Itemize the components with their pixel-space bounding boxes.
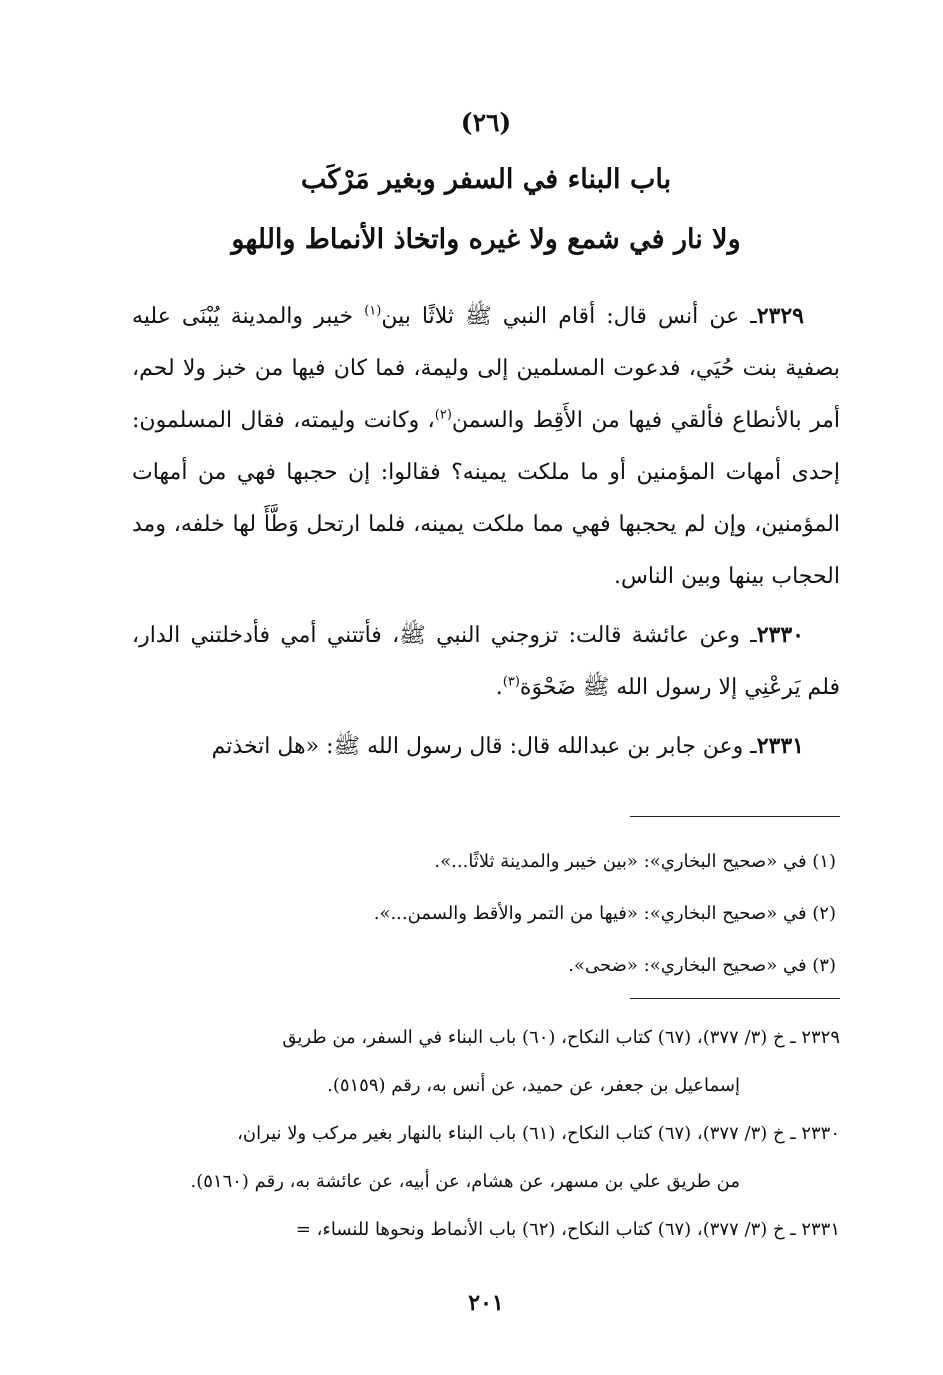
hadith-number: ٢٣٣٠ <box>756 622 804 648</box>
reference-2329-line-2: إسماعيل بن جعفر، عن حميد، عن أنس به، رقم (٥١٥٩). <box>327 1075 740 1096</box>
references <box>132 1014 840 1254</box>
footnote-divider <box>630 816 840 817</box>
chapter-number: (٢٦) <box>460 108 512 137</box>
hadith-text: . <box>495 675 503 700</box>
chapter-title-line-2: ولا نار في شمع ولا غيره واتخاذ الأنماط واللهو <box>231 224 741 255</box>
hadith-number: ٢٣٢٩ <box>756 303 804 329</box>
hadith-text: خيبر والمدينة يُبْنَى عليه بصفية بنت حُيَي، فدعوت المسلمين إلى وليمة، فما كان فيها من خبز ولا لحم، أمر بالأنطاع فألقي فيها من الأَقِط والسمن <box>132 304 840 433</box>
references-divider <box>630 998 840 999</box>
hadith-number: ٢٣٣١ <box>756 733 804 759</box>
hadith-2330 <box>132 609 840 714</box>
hadith-2331 <box>132 720 840 773</box>
reference-2329-line-1: ٢٣٢٩ ـ خ (٣/ ٣٧٧)، (٦٧) كتاب النكاح، (٦٠) باب البناء في السفر، من طريق <box>282 1027 840 1048</box>
hadith-text: ـ وعن عائشة قالت: تزوجني النبي ﷺ، فأتتني أمي فأدخلتني الدار، فلم يَرعْنِي إلا رسول الله ﷺ ضَحْوَة <box>132 623 840 700</box>
hadith-text: ـ وعن جابر بن عبدالله قال: قال رسول الله ﷺ: «هل اتخذتم <box>211 734 757 759</box>
chapter-title-line-1: باب البناء في السفر وبغير مَرْكَب <box>300 164 672 195</box>
reference-2330-line-2: من طريق علي بن مسهر، عن هشام، عن أبيه، عن عائشة به، رقم (٥١٦٠). <box>190 1171 740 1192</box>
footnote-1: (١) في «صحيح البخاري»: «بين خيبر والمدينة ثلاثًا...». <box>434 851 836 872</box>
footnote-marker: (١) <box>364 303 382 319</box>
reference-2331-line-1: ٢٣٣١ ـ خ (٣/ ٣٧٧)، (٦٧) كتاب النكاح، (٦٢) باب الأنماط ونحوها للنساء، = <box>295 1219 840 1240</box>
book-page <box>132 0 840 1375</box>
footnote-marker: (٢) <box>434 407 452 423</box>
footnotes <box>132 836 840 992</box>
hadith-text: ـ عن أنس قال: أقام النبي ﷺ ثلاثًا بين <box>381 304 757 329</box>
hadith-text: ، وكانت وليمته، فقال المسلمون: إحدى أمهات المؤمنين أو ما ملكت يمينه؟ فقالوا: إن حجبها فهي من أمهات المؤمنين، وإن لم يحجبها فهي مما ملكت يمينه، فلما ارتحل وَطَّأَ لها خلفه، ومد الحجاب بينها وبين الناس. <box>132 408 840 589</box>
footnote-2: (٢) في «صحيح البخاري»: «فيها من التمر والأقط والسمن...». <box>373 903 836 924</box>
reference-2330-line-1: ٢٣٣٠ ـ خ (٣/ ٣٧٧)، (٦٧) كتاب النكاح، (٦١) باب البناء بالنهار بغير مركب ولا نيران، <box>237 1123 840 1144</box>
hadith-body <box>132 290 840 779</box>
footnote-marker: (٣) <box>502 674 520 690</box>
footnote-3: (٣) في «صحيح البخاري»: «ضحى». <box>568 955 836 976</box>
hadith-2329 <box>132 290 840 603</box>
page-number: ٢٠١ <box>468 1290 504 1316</box>
